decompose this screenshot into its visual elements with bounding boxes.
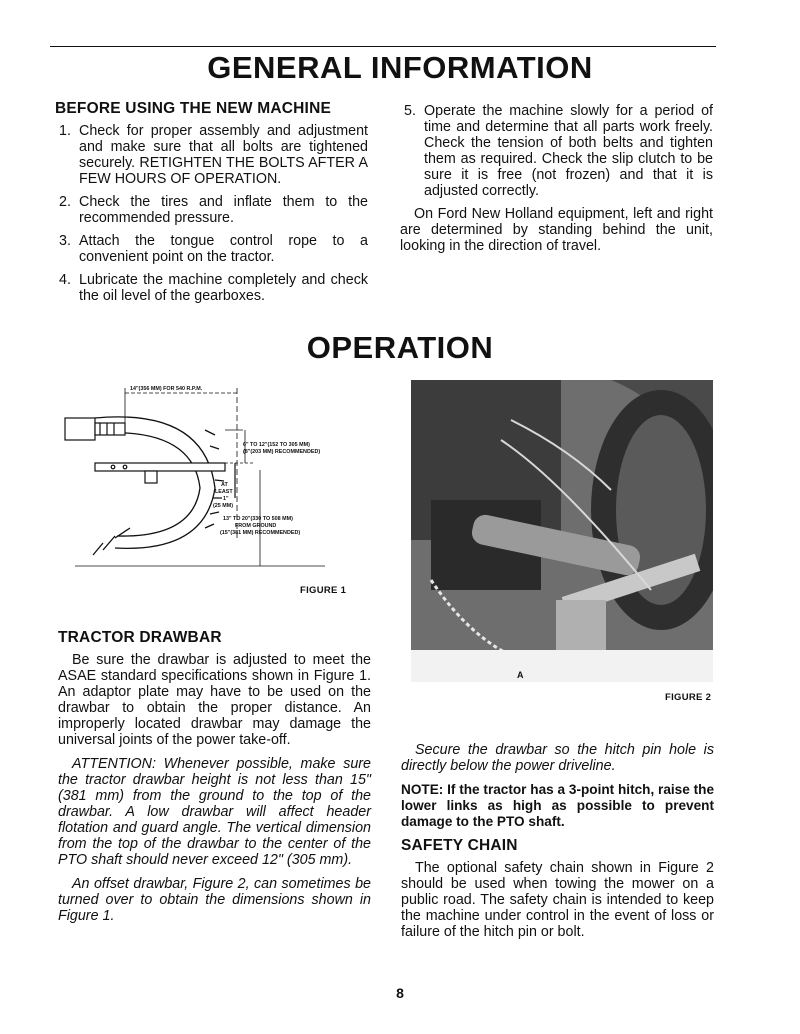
drawbar-attention: ATTENTION: Whenever possible, make sure the tractor drawbar height is not less than 15" (381 mm) from the ground to the top of the drawbar. A low drawbar will affect header flotation and guard angle. The vertical dimension from the top of the drawbar to the center of the PTO shaft should never exceed 12" (305 mm). — [58, 756, 371, 868]
fig1-label-least: LEAST — [215, 489, 233, 495]
figure-1-caption: FIGURE 1 — [300, 585, 347, 596]
page-number: 8 — [396, 985, 404, 1001]
hitch-and-safety-section — [401, 742, 714, 948]
fig1-label-height-recommended: (8"(203 MM) RECOMMENDED) — [243, 449, 321, 455]
figure-2-hitch-photo — [411, 380, 713, 682]
orientation-note: On Ford New Holland equipment, left and right are determined by standing behind the unit, looking in the direction of travel. — [400, 206, 713, 254]
fig1-label-height-range: 6" TO 12"(152 TO 305 MM) — [243, 442, 310, 448]
tractor-drawbar-heading: TRACTOR DRAWBAR — [58, 629, 222, 646]
tractor-tire-illustration — [93, 417, 224, 555]
fig1-label-ground-range: 13" TO 20"(330 TO 508 MM) — [223, 516, 293, 522]
fig1-label-ground-recommended: (15"(381 MM) RECOMMENDED) — [220, 530, 301, 536]
figure-2-caption: FIGURE 2 — [665, 692, 712, 703]
safety-chain-text: The optional safety chain shown in Figure 2 should be used when towing the mower on a public road. The safety chain is intended to keep the machine under control in the event of loss or failure of the hitch pin or bolt. — [401, 860, 714, 940]
before-using-heading: BEFORE USING THE NEW MACHINE — [55, 100, 331, 117]
top-rule — [50, 46, 716, 47]
fig1-label-pto-length: 14"(356 MM) FOR 540 R.P.M. — [130, 386, 203, 392]
pto-shaft-illustration — [65, 418, 125, 440]
step-5: 5. Operate the machine slowly for a period of time and determine that all parts work freely. Check the tension of both belts and tighten them as required. Check the slip clutch to be sure it is free (not frozen) and that it is adjusted correctly. — [404, 103, 713, 199]
offset-drawbar-note: An offset drawbar, Figure 2, can sometimes be turned over to obtain the dimensions shown in Figure 1. — [58, 876, 371, 924]
before-using-section — [55, 101, 368, 311]
general-info-right-column — [400, 103, 713, 262]
fig1-label-at: AT — [221, 482, 228, 488]
fig2-label-a: A — [517, 670, 524, 680]
step-3: 3. Attach the tongue control rope to a convenient point on the tractor. — [59, 233, 368, 265]
pre-use-checklist — [55, 123, 368, 304]
fig1-label-25mm: (25 MM) — [213, 503, 234, 509]
tractor-drawbar-section — [58, 630, 371, 932]
secure-drawbar-note: Secure the drawbar so the hitch pin hole is directly below the power driveline. — [401, 742, 714, 774]
fig1-label-one-inch: 1" — [223, 496, 229, 502]
page-title-operation: OPERATION — [306, 330, 494, 365]
step-2: 2. Check the tires and inflate them to the recommended pressure. — [59, 194, 368, 226]
step-1: 1. Check for proper assembly and adjustment and make sure that all bolts are tightened securely. RETIGHTEN THE BOLTS AFTER A FEW HOURS OF OPERATION. — [59, 123, 368, 187]
fig1-label-from-ground: FROM GROUND — [235, 523, 277, 529]
page-title-general-information: GENERAL INFORMATION — [207, 50, 593, 85]
three-point-hitch-note: NOTE: If the tractor has a 3-point hitch, raise the lower links as high as possible to prevent damage to the PTO shaft. — [401, 782, 714, 829]
safety-chain-heading: SAFETY CHAIN — [401, 837, 518, 854]
drawbar-paragraph: Be sure the drawbar is adjusted to meet the ASAE standard specifications shown in Figure 1. An adaptor plate may have to be used on the drawbar to obtain the proper distance. An improperly located drawbar may damage the universal joints of the power take-off. — [58, 652, 371, 748]
figure-1-drawbar-diagram — [55, 378, 375, 583]
step-4: 4. Lubricate the machine completely and check the oil level of the gearboxes. — [59, 272, 368, 304]
